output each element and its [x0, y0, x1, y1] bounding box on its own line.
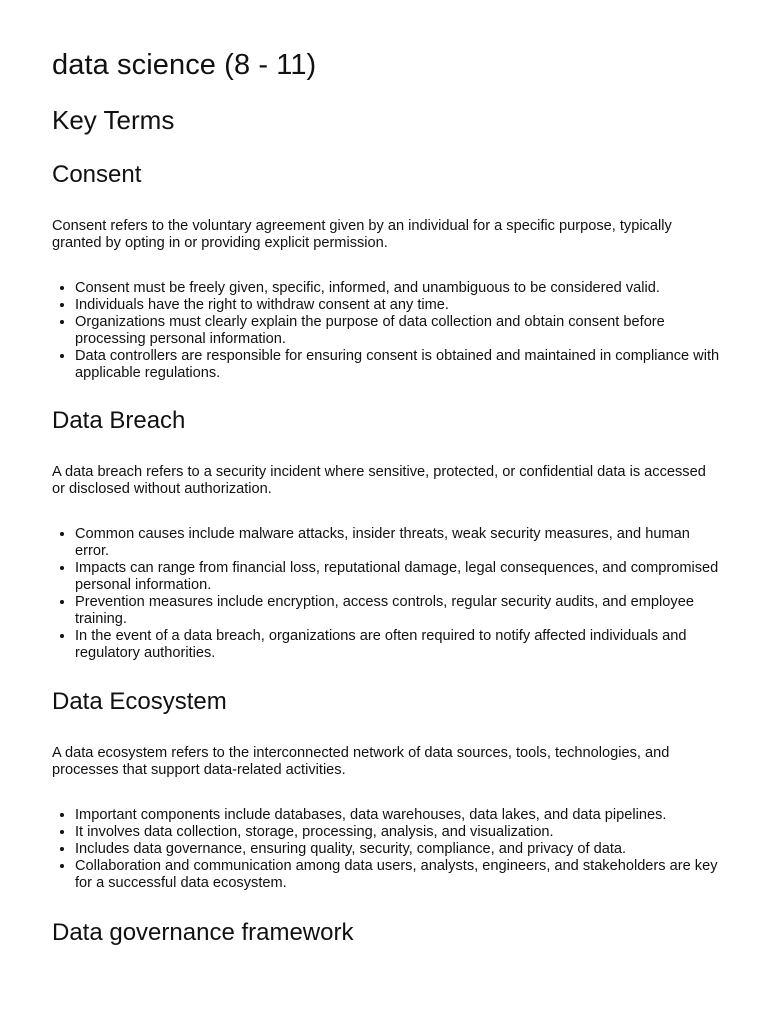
bullet-item: • Consent must be freely given, specific, informed, and unambiguous to be considered valid. [75, 280, 720, 297]
bullet-list [52, 807, 720, 892]
bullet-item: • Important components include databases, data warehouses, data lakes, and data pipelines. [75, 807, 720, 824]
bullet-item: • Prevention measures include encryption, access controls, regular security audits, and employee training. [75, 594, 720, 628]
bullet-item: • Individuals have the right to withdraw consent at any time. [75, 297, 720, 314]
section-data-governance-framework [52, 918, 720, 948]
section-data-ecosystem [52, 687, 720, 892]
bullet-item: • Collaboration and communication among data users, analysts, engineers, and stakeholders are key for a successful data ecosystem. [75, 858, 720, 892]
section-heading: Consent [52, 161, 142, 188]
bullet-item: • Data controllers are responsible for ensuring consent is obtained and maintained in compliance with applicable regulations. [75, 348, 720, 382]
document-title: data science (8 - 11) [52, 49, 317, 81]
bullet-item: • Includes data governance, ensuring quality, security, compliance, and privacy of data. [75, 841, 720, 858]
section-heading: Data Ecosystem [52, 688, 227, 715]
section-paragraph: A data breach refers to a security incident where sensitive, protected, or confidential data is accessed or disclosed without authorization. [52, 464, 706, 497]
bullet-list [52, 280, 720, 382]
section-data-breach [52, 406, 720, 662]
section-heading: Data governance framework [52, 919, 354, 946]
bullet-list [52, 526, 720, 662]
bullet-item: • Organizations must clearly explain the purpose of data collection and obtain consent before processing personal information. [75, 314, 720, 348]
section-paragraph: Consent refers to the voluntary agreement given by an individual for a specific purpose, typically granted by opting in or providing explicit permission. [52, 218, 672, 251]
section-paragraph: A data ecosystem refers to the interconnected network of data sources, tools, technologies, and processes that support data-related activities. [52, 745, 670, 778]
bullet-item: • It involves data collection, storage, processing, analysis, and visualization. [75, 824, 720, 841]
bullet-item: • Common causes include malware attacks, insider threats, weak security measures, and human error. [75, 526, 720, 560]
section-heading: Data Breach [52, 407, 186, 434]
section-consent [52, 160, 720, 382]
bullet-item: • In the event of a data breach, organizations are often required to notify affected individuals and regulatory authorities. [75, 628, 720, 662]
document-subtitle: Key Terms [52, 105, 175, 135]
bullet-item: • Impacts can range from financial loss, reputational damage, legal consequences, and compromised personal information. [75, 560, 720, 594]
